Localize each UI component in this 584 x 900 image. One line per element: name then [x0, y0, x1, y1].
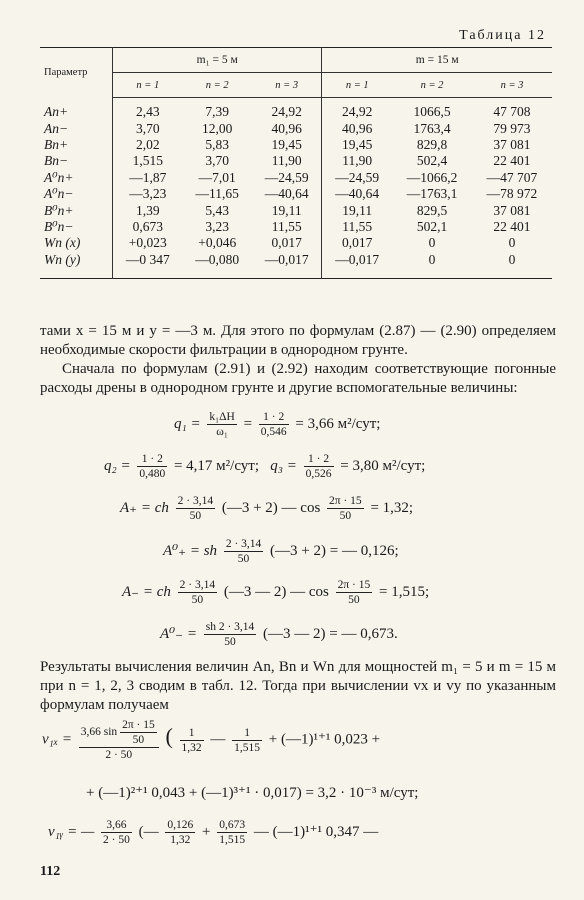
f9-frac-b: $\frac{0,673}{1,515}$	[219, 819, 246, 846]
f1-lhs: q₁ =	[174, 415, 201, 432]
table-cell: 11,55	[252, 219, 322, 235]
table-row	[40, 153, 552, 169]
table-cell: 3,23	[205, 218, 230, 234]
table-row	[40, 120, 552, 136]
table-row	[40, 252, 552, 279]
f5-frac2: $\frac{2\pi \cdot 15}{50}$	[337, 579, 371, 606]
subheader: n = 3	[252, 73, 322, 98]
table-cell: 5,83	[205, 136, 230, 152]
table-cell: 829,5	[416, 202, 448, 218]
param-name: Wn (y)	[40, 252, 113, 279]
subheader: n = 2	[392, 73, 472, 98]
table-cell: —40,64	[252, 186, 322, 202]
param-name: A⁰n−	[40, 186, 113, 202]
table-cell: —7,01	[198, 169, 236, 185]
f4-rhs: (—3 + 2) = — 0,126;	[270, 542, 399, 559]
table-cell: 19,45	[342, 136, 373, 152]
f3-lhs: A₊ = ch	[120, 499, 169, 516]
f9-open: (—	[138, 823, 159, 840]
paragraph-1: тами x = 15 м и y = —3 м. Для этого по формулам (2.87) — (2.90) определяем необходимые скорости фильтрации в однородном грунте.	[40, 323, 556, 358]
f9-lhs: v₁ᵧ = —	[48, 823, 95, 840]
table-cell: 0,673	[132, 218, 163, 234]
table-cell: 0,017	[342, 235, 373, 251]
formula-a-minus	[122, 578, 429, 607]
f3-mid: (—3 + 2) — cos	[221, 499, 321, 516]
parameter-table	[40, 47, 552, 279]
f2-lhs1: q₂ =	[104, 457, 131, 474]
subheader: n = 1	[113, 73, 183, 98]
table-cell: +0,023	[128, 235, 167, 251]
table-cell: 2,02	[135, 136, 160, 152]
formula-v1x	[42, 718, 380, 762]
f3-rhs: = 1,32;	[370, 499, 414, 516]
table-cell: 11,90	[252, 153, 322, 169]
param-name: A⁰n+	[40, 170, 113, 186]
table-cell: 0	[428, 235, 436, 251]
table-cell: 502,4	[416, 153, 448, 169]
formula-a-plus	[120, 494, 413, 523]
f9-plus: +	[202, 823, 211, 840]
f7-big-frac: 3,66 sin $\frac{2\pi \cdot 15}{50}$ 2 · 50	[79, 718, 159, 762]
table-cell: 19,11	[342, 202, 373, 218]
table-cell: 1,39	[135, 202, 160, 218]
table-cell: 1,515	[132, 153, 163, 169]
table-cell: 1763,4	[413, 120, 451, 136]
table-cell: —0,017	[335, 251, 380, 267]
f7-paren: (	[165, 723, 173, 749]
f7-minus: —	[210, 731, 226, 748]
subheader: n = 3	[472, 73, 552, 98]
table-cell: —40,64	[335, 186, 380, 202]
f6-lhs: A⁰₋ =	[160, 625, 197, 642]
formula-a0-minus	[160, 620, 398, 649]
table-row	[40, 98, 552, 121]
paragraph-2-text: Сначала по формулам (2.91) и (2.92) находим соответствующие погонные расходы дрены в однородном грунте и другие вспомогательные величины:	[40, 361, 556, 396]
table-cell: 0,017	[252, 235, 322, 251]
table-cell: 47 708	[493, 104, 531, 120]
param-header: Параметр	[40, 48, 113, 98]
f3-frac1: $\frac{2 \cdot 3,14}{50}$	[177, 495, 214, 522]
page-number: 112	[40, 864, 61, 879]
table-cell: —1,87	[129, 169, 167, 185]
f1-frac2: $\frac{1 \cdot 2}{0,546}$	[260, 411, 287, 438]
f5-rhs: = 1,515;	[378, 583, 430, 600]
table-cell: —0 347	[125, 251, 170, 267]
f9-frac-a: $\frac{0,126}{1,32}$	[167, 819, 194, 846]
f5-mid: (—3 — 2) — cos	[223, 583, 329, 600]
table-cell: 11,55	[342, 218, 373, 234]
table-row	[40, 219, 552, 235]
table-cell: —1763,1	[406, 186, 458, 202]
f7-rhs: + (—1)¹⁺¹ 0,023 +	[268, 731, 381, 748]
table-cell: —24,59	[335, 169, 380, 185]
table-cell: 11,90	[342, 153, 373, 169]
param-name: Bn+	[40, 137, 113, 153]
paragraph-2	[40, 360, 556, 398]
table-cell: 24,92	[252, 98, 322, 121]
formula-v1y	[48, 818, 378, 847]
table-cell: 2,43	[135, 104, 160, 120]
table-cell: +0,046	[198, 235, 237, 251]
param-name: Wn (x)	[40, 235, 113, 251]
param-name: An−	[40, 120, 113, 136]
table-cell: 19,45	[252, 137, 322, 153]
table-cell: 0	[428, 251, 436, 267]
f1-frac1: $\frac{\text{k₁ΔH}}{\text{ω₁}}$	[209, 411, 235, 438]
table-cell: 5,43	[205, 202, 230, 218]
f2-frac2: $\frac{1 \cdot 2}{0,526}$	[305, 453, 332, 480]
f5-lhs: A₋ = ch	[122, 583, 171, 600]
formula-a0-plus	[163, 537, 399, 566]
table-cell: 24,92	[342, 104, 373, 120]
f4-lhs: A⁰₊ = sh	[163, 542, 218, 559]
table-cell: —1066,2	[406, 169, 458, 185]
table-cell: 19,11	[252, 202, 322, 218]
table-cell: 7,39	[205, 104, 230, 120]
f5-frac1: $\frac{2 \cdot 3,14}{50}$	[179, 579, 216, 606]
param-name: An+	[40, 98, 113, 121]
table-cell: 12,00	[202, 120, 233, 136]
table-row	[40, 235, 552, 251]
table-cell: —0,080	[195, 251, 240, 267]
f7-frac-b: $\frac{1}{1,515}$	[234, 726, 261, 754]
f4-frac: $\frac{2 \cdot 3,14}{50}$	[225, 538, 262, 565]
table-cell: 37 081	[493, 136, 531, 152]
f6-rhs: (—3 — 2) = — 0,673.	[263, 625, 398, 642]
table-cell: 22 401	[493, 218, 531, 234]
f2-lhs2: q₃ =	[270, 457, 297, 474]
param-name: Bn−	[40, 153, 113, 169]
table-cell: —0,017	[252, 252, 322, 279]
table-row	[40, 202, 552, 218]
formula-v1x-continued: + (—1)²⁺¹ 0,043 + (—1)³⁺¹ · 0,017) = 3,2 · 10⁻³ м/сут;	[86, 785, 419, 801]
table-cell: 37 081	[493, 202, 531, 218]
table-cell: —47 707	[486, 169, 538, 185]
param-name: B⁰n+	[40, 202, 113, 218]
f9-frac: $\frac{3,66}{2 \cdot 50}$	[103, 819, 130, 846]
paragraph-3: Результаты вычисления величин An, Bn и Wn для мощностей m₁ = 5 и m = 15 м при n = 1, 2, 3 сводим в табл. 12. Тогда при вычислении vx и vy по указанным формулам получаем	[40, 659, 556, 713]
f2-mid: = 4,17 м²/сут;	[173, 457, 260, 474]
table-cell: 0	[508, 251, 516, 267]
table-cell: 40,96	[252, 120, 322, 136]
table-cell: 502,1	[416, 218, 448, 234]
table-cell: 829,8	[416, 136, 448, 152]
f9-rhs: — (—1)¹⁺¹ 0,347 —	[253, 823, 379, 840]
table-cell: 40,96	[342, 120, 373, 136]
table-cell: 3,70	[205, 153, 230, 169]
formula-q1	[174, 410, 380, 439]
group-header-m: m = 15 м	[322, 48, 552, 73]
f7-frac-a: $\frac{1}{1,32}$	[181, 726, 202, 754]
param-name: B⁰n−	[40, 219, 113, 235]
table-cell: —78 972	[486, 186, 538, 202]
table-caption: Таблица 12	[459, 28, 546, 43]
table-cell: 1066,5	[413, 104, 451, 120]
table-row	[40, 170, 552, 186]
f2-frac1: $\frac{1 \cdot 2}{0,480}$	[139, 453, 166, 480]
f1-rhs: = 3,66 м²/сут;	[295, 415, 381, 432]
f1-eq: =	[243, 415, 253, 432]
table-row	[40, 137, 552, 153]
table-cell: 0	[508, 235, 516, 251]
table-row	[40, 186, 552, 202]
subheader: n = 2	[183, 73, 252, 98]
f6-frac: $\frac{sh 2 \cdot 3,14}{50}$	[205, 621, 255, 648]
f2-rhs: = 3,80 м²/сут;	[340, 457, 426, 474]
table-cell: 3,70	[135, 120, 160, 136]
formula-q2-q3	[104, 452, 425, 481]
group-header-m1: m₁ = 5 м	[113, 48, 322, 73]
f7-lhs: v₁ₓ =	[42, 731, 73, 748]
subheader: n = 1	[322, 73, 392, 98]
table-cell: —11,65	[195, 186, 239, 202]
f3-frac2: $\frac{2\pi \cdot 15}{50}$	[329, 495, 362, 522]
table-cell: —3,23	[129, 186, 167, 202]
table-cell: —24,59	[252, 170, 322, 186]
table-cell: 22 401	[493, 153, 531, 169]
table-cell: 79 973	[493, 120, 531, 136]
